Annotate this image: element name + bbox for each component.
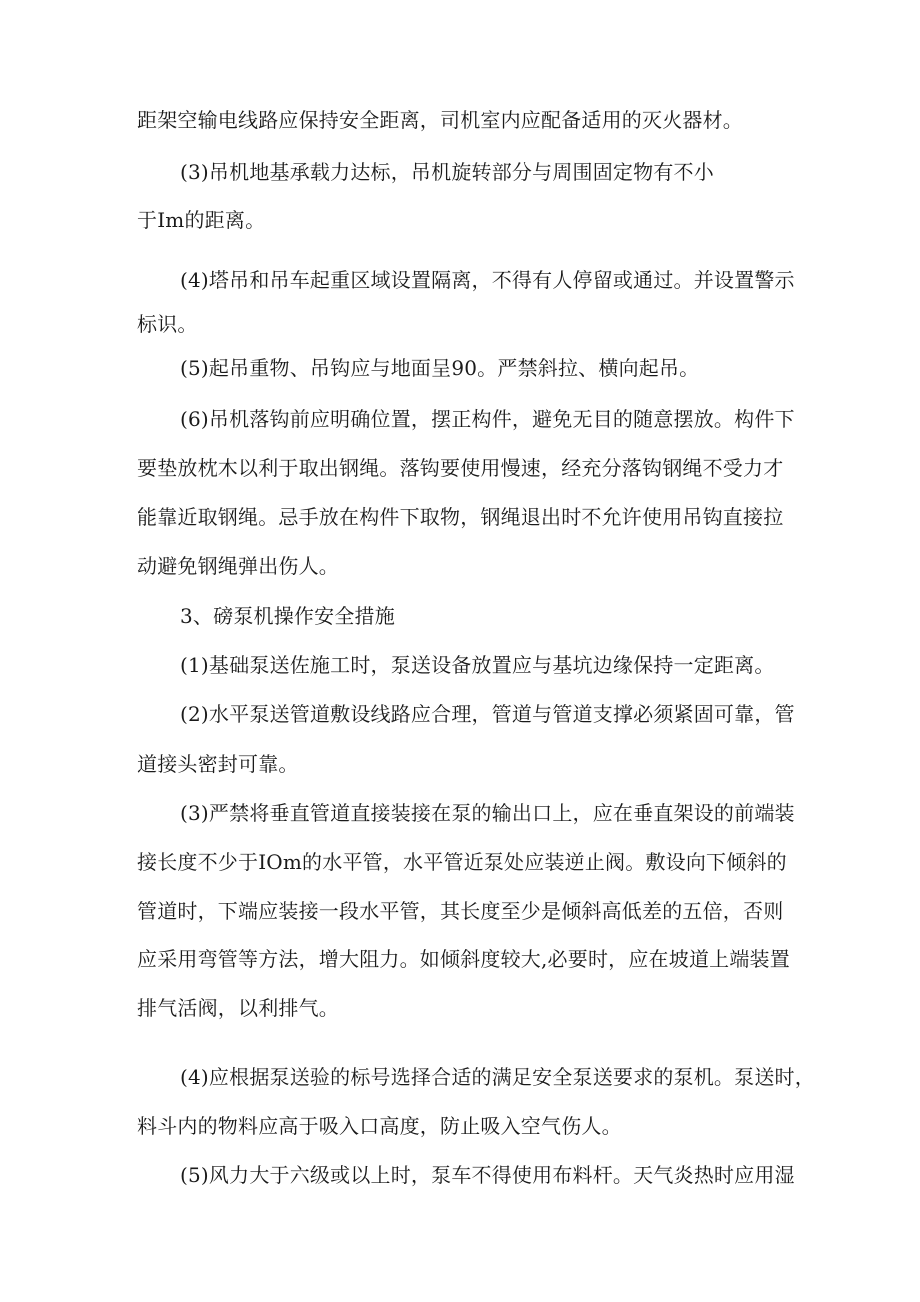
text-line-7: (6)吊机落钩前应明确位置，摆正构件，避免无目的随意摆放。构件下 <box>180 407 795 431</box>
text-line-17: 管道时，下端应装接一段水平管，其长度至少是倾斜高低差的五倍，否则 <box>137 899 784 923</box>
text-line-8: 要垫放枕木以利于取出钢绳。落钩要使用慢速，经充分落钩钢绳不受力才 <box>137 456 784 480</box>
text-line-12: (1)基础泵送佐施工时，泵送设备放置应与基坑边缘保持一定距离。 <box>180 653 775 677</box>
text-line-20: (4)应根据泵送验的标号选择合适的满足安全泵送要求的泵机。泵送时， <box>180 1065 815 1089</box>
text-line-13: (2)水平泵送管道敷设线路应合理，管道与管道支撑必须紧固可靠，管 <box>180 702 795 726</box>
text-line-10: 动避免钢绳弹出伤人。 <box>137 554 339 578</box>
text-line-4: (4)塔吊和吊车起重区域设置隔离，不得有人停留或通过。并设置警示 <box>180 268 795 292</box>
text-line-3: 于Im的距离。 <box>137 208 266 232</box>
section-heading: 3、磅泵机操作安全措施 <box>180 604 395 628</box>
text-line-2: (3)吊机地基承载力达标，吊机旋转部分与周围固定物有不小 <box>180 160 714 184</box>
text-line-14: 道接头密封可靠。 <box>137 752 299 776</box>
text-line-16: 接长度不少于IOm的水平管，水平管近泵处应装逆止阀。敷设向下倾斜的 <box>137 850 787 874</box>
text-line-19: 排气活阀，以利排气。 <box>137 996 339 1020</box>
text-line-18: 应采用弯管等方法，增大阻力。如倾斜度较大,必要时，应在坡道上端装置 <box>137 947 790 971</box>
text-line-22: (5)风力大于六级或以上时，泵车不得使用布料杆。天气炎热时应用湿 <box>180 1163 795 1187</box>
text-line-15: (3)严禁将垂直管道直接装接在泵的输出口上，应在垂直架设的前端装 <box>180 801 795 825</box>
text-line-6: (5)起吊重物、吊钩应与地面呈90。严禁斜拉、横向起吊。 <box>180 356 700 380</box>
text-line-21: 料斗内的物料应高于吸入口高度，防止吸入空气伤人。 <box>137 1114 622 1138</box>
text-line-5: 标识。 <box>137 312 198 336</box>
text-line-1: 距架空输电线路应保持安全距离，司机室内应配备适用的灭火器材。 <box>137 108 743 132</box>
text-line-9: 能靠近取钢绳。忌手放在构件下取物，钢绳退出时不允许使用吊钩直接拉 <box>137 505 784 529</box>
